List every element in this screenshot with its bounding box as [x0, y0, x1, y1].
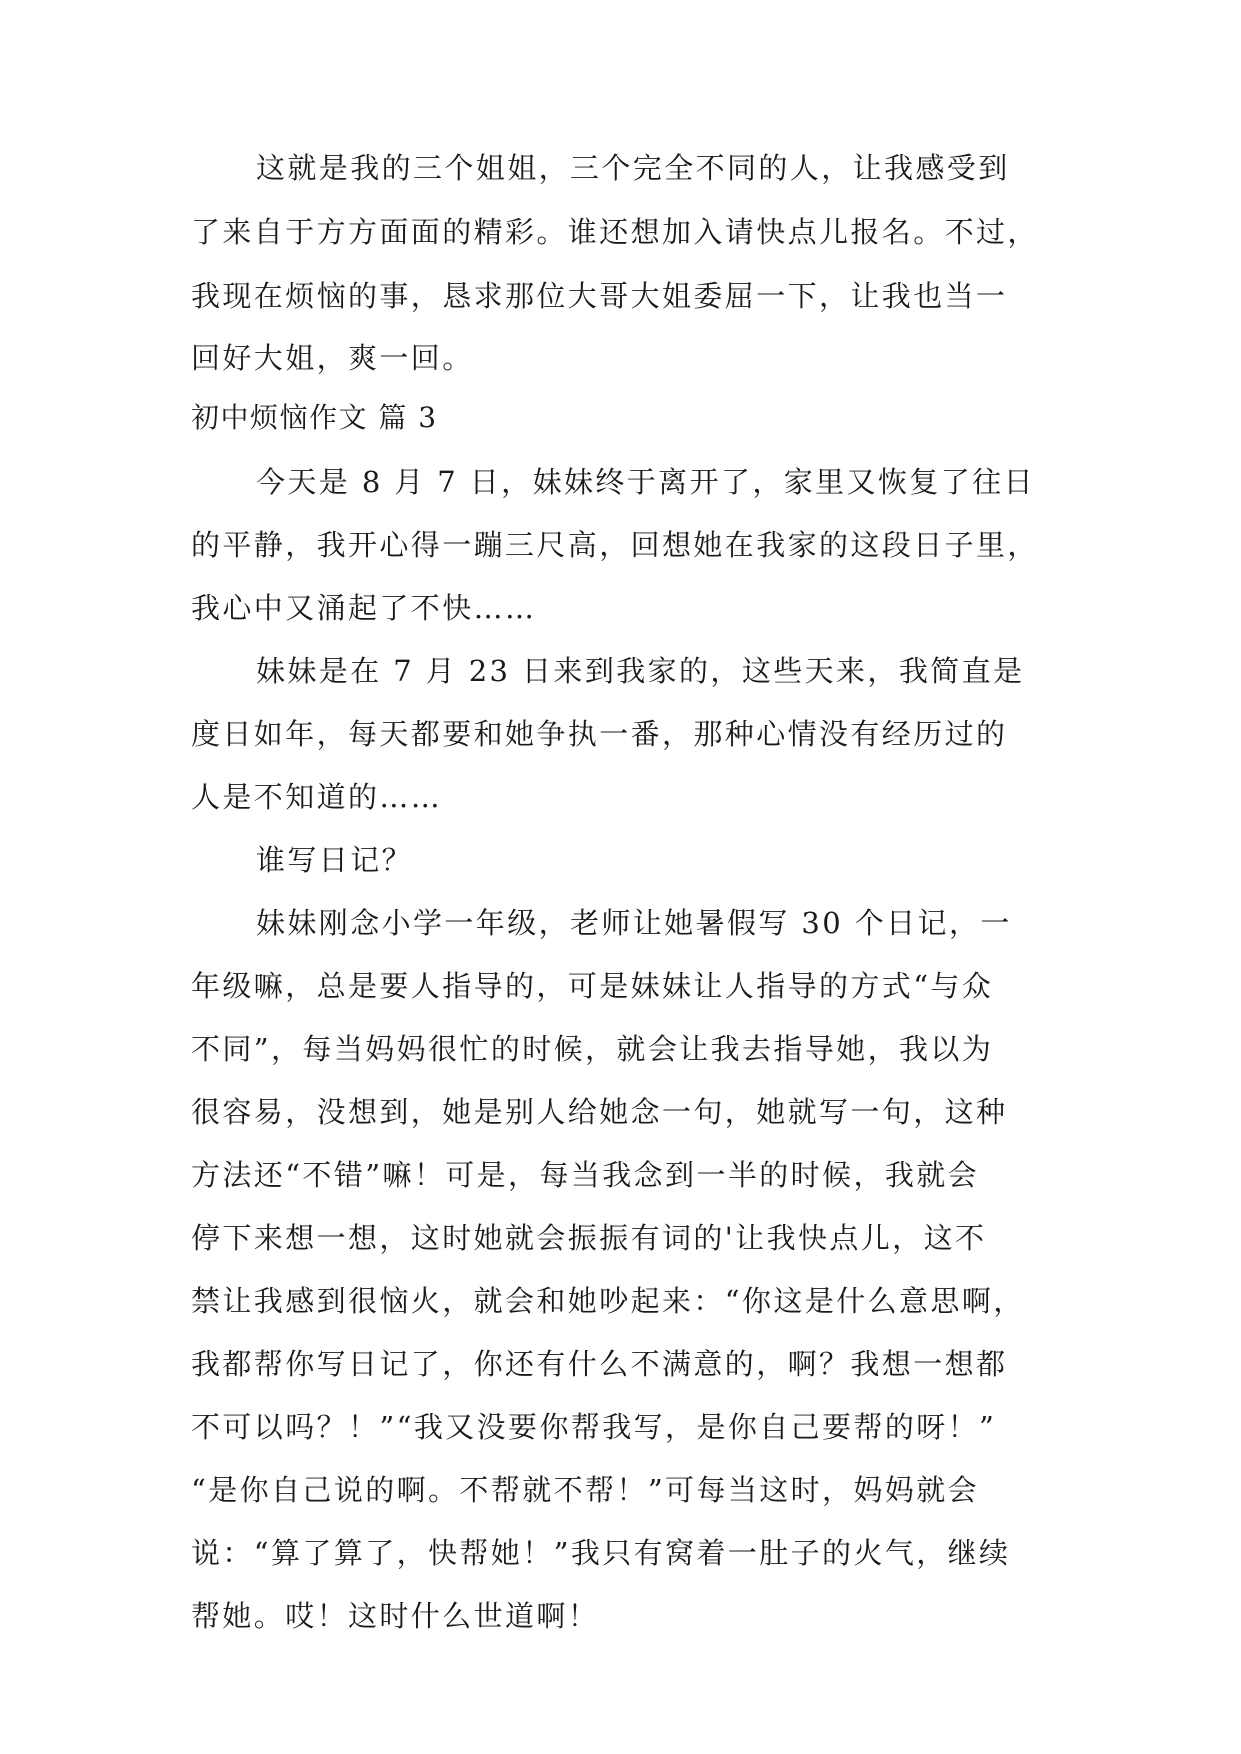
- paragraph-line: 人是不知道的……: [191, 780, 443, 814]
- paragraph-line: 我都帮你写日记了，你还有什么不满意的，啊？我想一想都: [191, 1347, 1008, 1381]
- paragraph-line: 妹妹是在 7 月 23 日来到我家的，这些天来，我简直是: [256, 654, 1025, 688]
- paragraph-line: 帮她。哎！这时什么世道啊！: [191, 1599, 600, 1633]
- section-heading: 初中烦恼作文 篇 3: [191, 401, 438, 434]
- paragraph-line: 年级嘛，总是要人指导的，可是妹妹让人指导的方式“与众: [191, 969, 994, 1003]
- paragraph-line: 禁让我感到很恼火，就会和她吵起来：“你这是什么意思啊，: [191, 1284, 1025, 1318]
- paragraph-line: 说：“算了算了，快帮她！”我只有窝着一肚子的火气，继续: [191, 1536, 1011, 1570]
- paragraph-line: 度日如年，每天都要和她争执一番，那种心情没有经历过的: [191, 717, 1008, 751]
- paragraph-line: 方法还“不错”嘛！可是，每当我念到一半的时候，我就会: [191, 1158, 980, 1192]
- paragraph-line: 回好大姐，爽一回。: [191, 341, 474, 375]
- paragraph-line: 很容易，没想到，她是别人给她念一句，她就写一句，这种: [191, 1095, 1008, 1129]
- paragraph-line: 不同”，每当妈妈很忙的时候，就会让我去指导她，我以为: [191, 1032, 994, 1066]
- paragraph-line: 我心中又涌起了不快……: [191, 591, 537, 625]
- paragraph-line: 今天是 8 月 7 日，妹妹终于离开了，家里又恢复了往日: [256, 465, 1035, 499]
- subheading: 谁写日记？: [256, 843, 414, 877]
- paragraph-line: 了来自于方方面面的精彩。谁还想加入请快点儿报名。不过，: [191, 215, 1039, 249]
- paragraph-line: “是你自己说的啊。不帮就不帮！”可每当这时，妈妈就会: [191, 1473, 980, 1507]
- paragraph-line: 妹妹刚念小学一年级，老师让她暑假写 30 个日记，一: [256, 906, 1012, 940]
- paragraph-line: 这就是我的三个姐姐，三个完全不同的人，让我感受到: [256, 151, 1010, 185]
- paragraph-line: 停下来想一想，这时她就会振振有词的'让我快点儿，这不: [191, 1221, 987, 1255]
- paragraph-line: 不可以吗？！”“我又没要你帮我写，是你自己要帮的呀！”: [191, 1410, 997, 1444]
- paragraph-line: 的平静，我开心得一蹦三尺高，回想她在我家的这段日子里，: [191, 528, 1039, 562]
- paragraph-line: 我现在烦恼的事，恳求那位大哥大姐委屈一下，让我也当一: [191, 279, 1008, 313]
